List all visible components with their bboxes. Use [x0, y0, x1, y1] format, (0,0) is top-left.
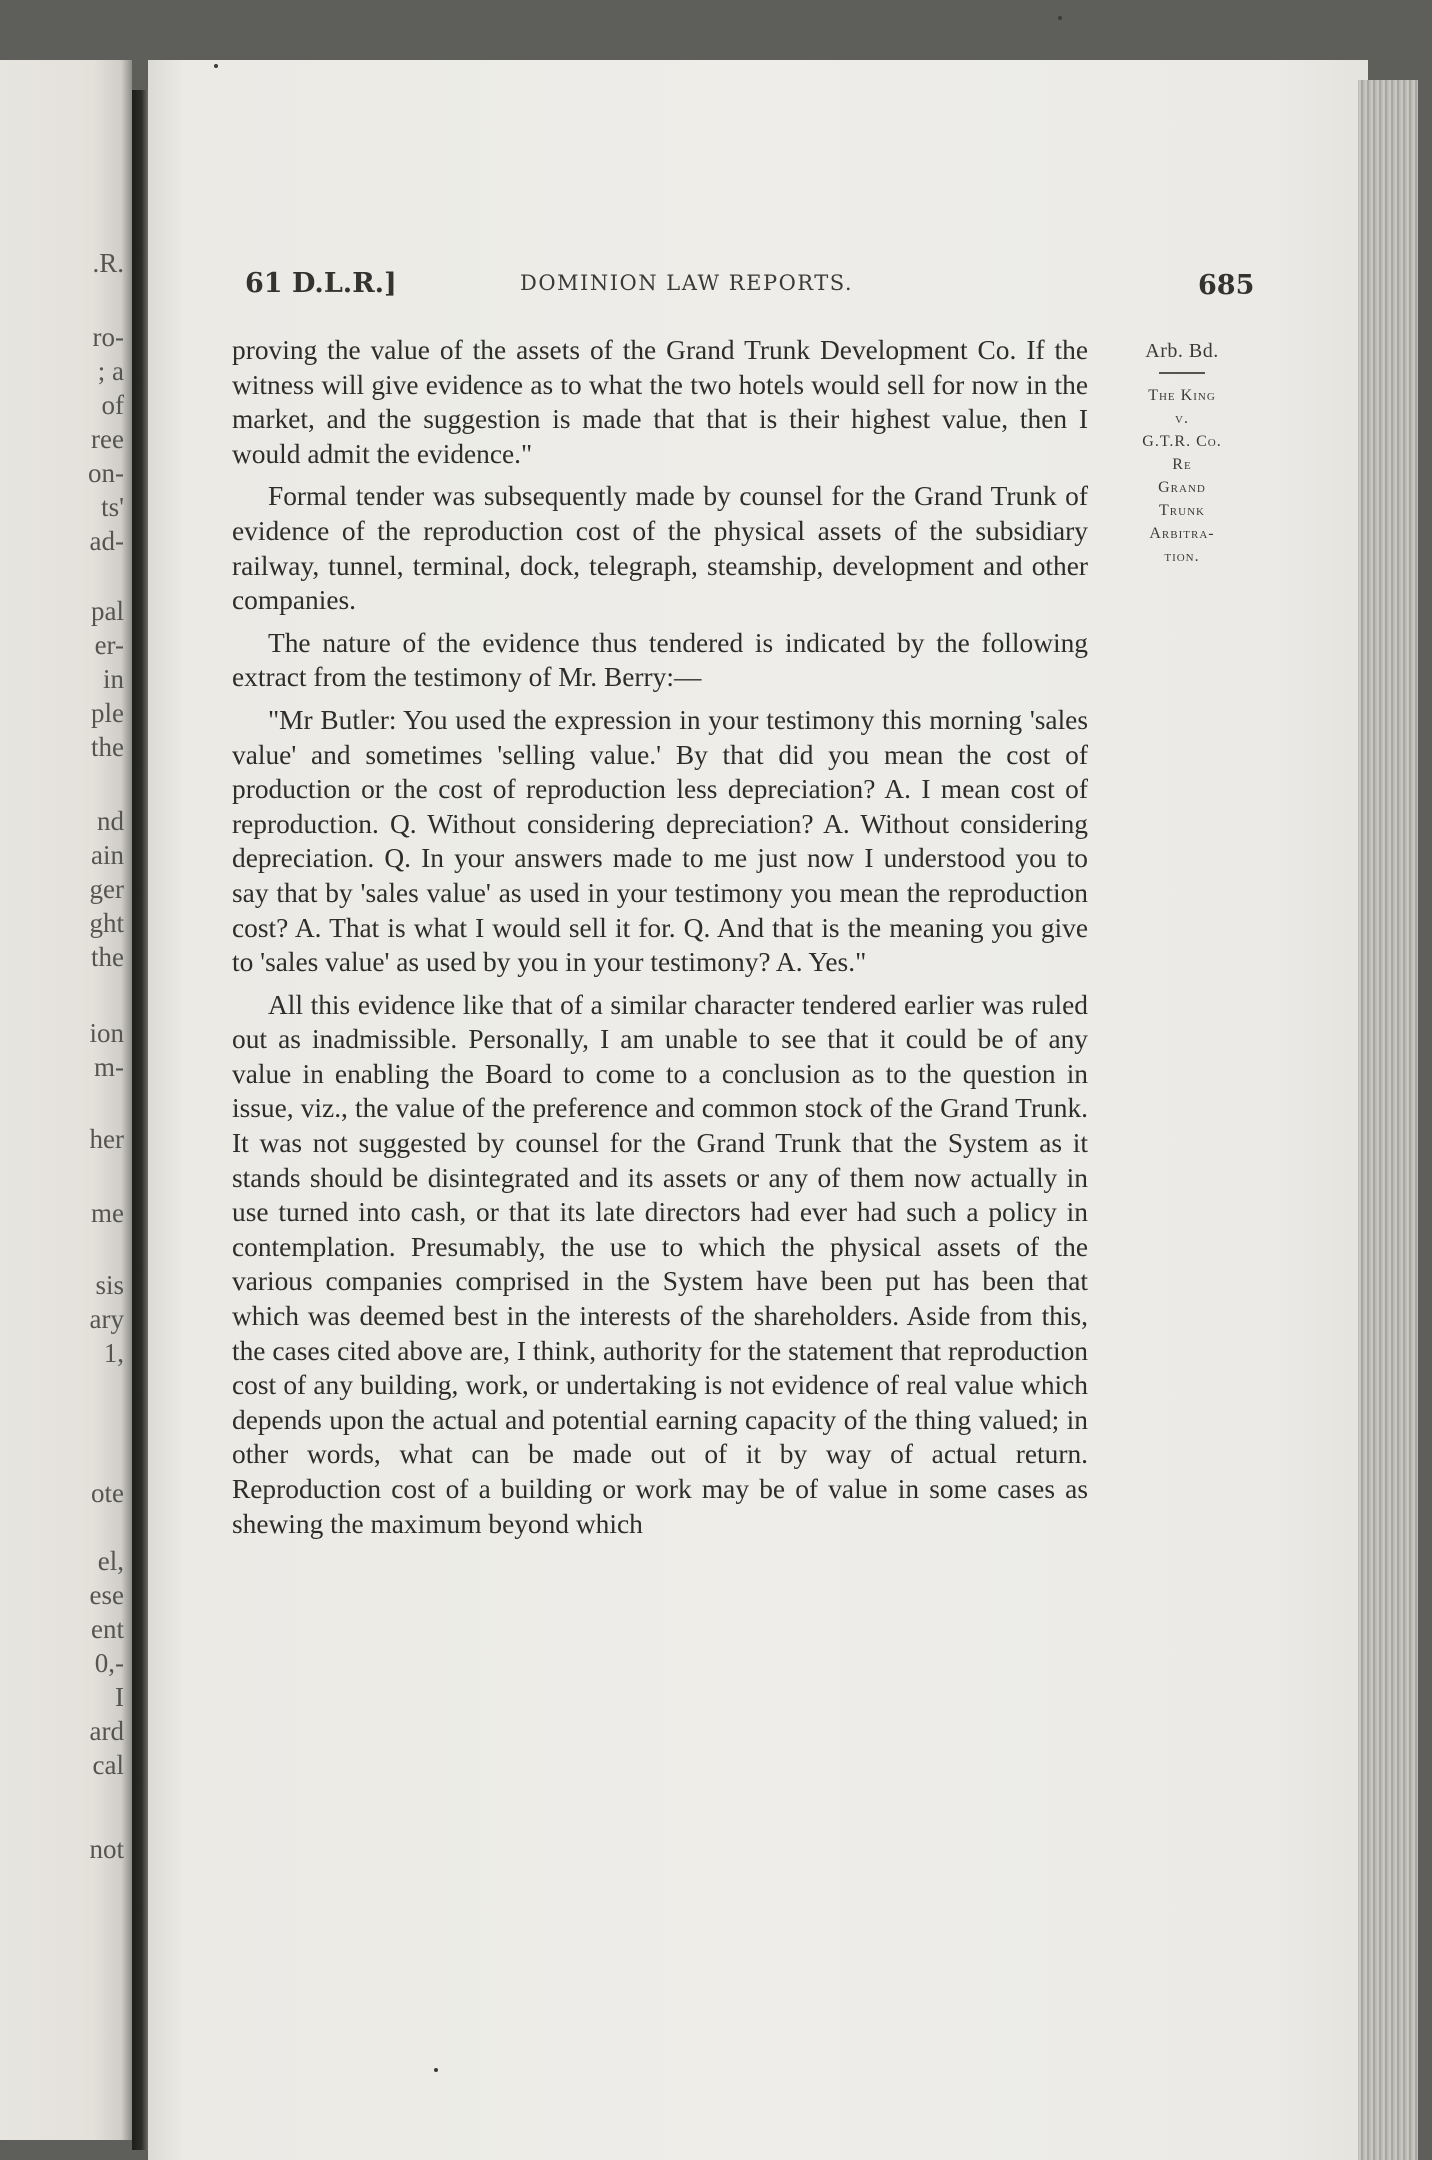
sidenote-line: tion.: [1164, 548, 1200, 565]
running-title: DOMINION LAW REPORTS.: [520, 271, 854, 295]
left-fragment: the: [91, 942, 124, 972]
paragraph: The nature of the evidence thus tendered is indicated by the following extract from the testimony of Mr. Berry:—: [232, 627, 1088, 693]
left-fragment: of: [101, 390, 124, 420]
sidenote-line: G.T.R. Co.: [1142, 433, 1222, 450]
volume-reference: 61 D.L.R.]: [245, 268, 397, 299]
left-fragment: cal: [92, 1750, 124, 1780]
sidenote-line: v.: [1175, 410, 1189, 427]
left-fragment: ad-: [89, 526, 124, 556]
sidenote-line: The King: [1148, 387, 1216, 404]
left-fragment: el,: [97, 1546, 124, 1576]
left-fragment: ion: [89, 1018, 124, 1048]
left-fragment: ; a: [97, 356, 124, 386]
left-fragment: ese: [89, 1580, 124, 1610]
page-edges: [1358, 80, 1418, 2160]
sidenote-line: Arbitra-: [1149, 525, 1215, 542]
left-fragment: ary: [89, 1304, 124, 1334]
paragraph: proving the value of the assets of the Grand Trunk Development Co. If the witness will give evidence as to what the two hotels would sell for now in the market, and the suggestion is made that that is their highest value, then I would admit the evidence.": [232, 335, 1088, 469]
left-fragment: ain: [91, 840, 124, 870]
left-fragment: on-: [88, 458, 124, 488]
left-fragment: nd: [97, 806, 124, 836]
sidenote-rule: [1159, 372, 1205, 374]
left-fragment: not: [89, 1834, 124, 1864]
left-fragment: ro-: [92, 322, 124, 352]
sidenote-line: Re: [1172, 456, 1192, 473]
left-page-fragment: [0, 60, 132, 2140]
left-fragment: ote: [91, 1478, 124, 1508]
book-gutter: [132, 90, 148, 2150]
left-page-margin-text: [0, 60, 132, 2140]
left-fragment: er-: [94, 630, 124, 660]
case-sidenote: [1112, 338, 1252, 568]
left-fragment: me: [91, 1198, 124, 1228]
left-fragment: ree: [91, 424, 124, 454]
page-number: 685: [1198, 270, 1255, 301]
dust-speck: [214, 64, 218, 68]
left-fragment: ght: [89, 908, 124, 938]
paragraph: Formal tender was subsequently made by counsel for the Grand Trunk of evidence of the reproduction cost of the physical assets of the subsidiary railway, tunnel, terminal, dock, telegraph, steamship, development and other companies.: [232, 481, 1088, 616]
left-fragment: ts': [101, 492, 124, 522]
left-fragment: ent: [91, 1614, 124, 1644]
court-label: Arb. Bd.: [1145, 340, 1219, 362]
left-fragment: m-: [94, 1052, 124, 1082]
left-fragment: pal: [91, 596, 124, 626]
left-fragment: in: [102, 664, 124, 694]
left-fragment: 0,-: [94, 1648, 124, 1678]
left-fragment: ple: [91, 698, 124, 728]
sidenote-line: Grand: [1158, 479, 1206, 496]
sidenote-line: Trunk: [1159, 502, 1205, 519]
body-text: [232, 333, 1088, 1549]
left-fragment: ard: [89, 1716, 124, 1746]
left-fragment: ger: [89, 874, 124, 904]
dust-speck: [1058, 16, 1062, 20]
dust-speck: [434, 2068, 438, 2072]
left-fragment: .R.: [92, 248, 124, 278]
left-fragment: the: [91, 732, 124, 762]
paragraph: All this evidence like that of a similar character tendered earlier was ruled out as inadmissible. Personally, I am unable to see that it could be of any value in enabling the Board to come to a conclusion as to the question in issue, viz., the value of the preference and common stock of the Grand Trunk. It was not suggested by counsel for the Grand Trunk that the System as it stands should be disintegrated and its assets or any of them now actually in use turned into cash, or that its late directors had ever had such a policy in contemplation. Presumably, the use to which the physical assets of the various companies comprised in the System have been put has been that which was deemed best in the interests of the shareholders. Aside from this, the cases cited above are, I think, authority for the statement that reproduction cost of any building, work, or undertaking is not evidence of real value which depends upon the actual and potential earning capacity of the thing valued; in other words, what can be made out of it by way of actual return. Reproduction cost of a building or work may be of value in some cases as shewing the maximum beyond which: [232, 989, 1088, 1539]
left-fragment: 1,: [103, 1338, 124, 1368]
paragraph: "Mr Butler: You used the expression in your testimony this morning 'sales value' and sometimes 'selling value.' By that did you mean the cost of production or the cost of reproduction less depreciation? A. I mean cost of reproduction. Q. Without considering depreciation? A. Without considering depreciation. Q. In your answers made to me just now I understood you to say that by 'sales value' as used in your testimony you mean the reproduction cost? A. That is what I would sell it for. Q. And that is the meaning you give to 'sales value' as used by you in your testimony? A. Yes.": [232, 704, 1088, 978]
left-fragment: I: [115, 1682, 124, 1712]
left-fragment: her: [89, 1124, 124, 1154]
left-fragment: sis: [95, 1270, 124, 1300]
running-header: [0, 268, 1432, 308]
